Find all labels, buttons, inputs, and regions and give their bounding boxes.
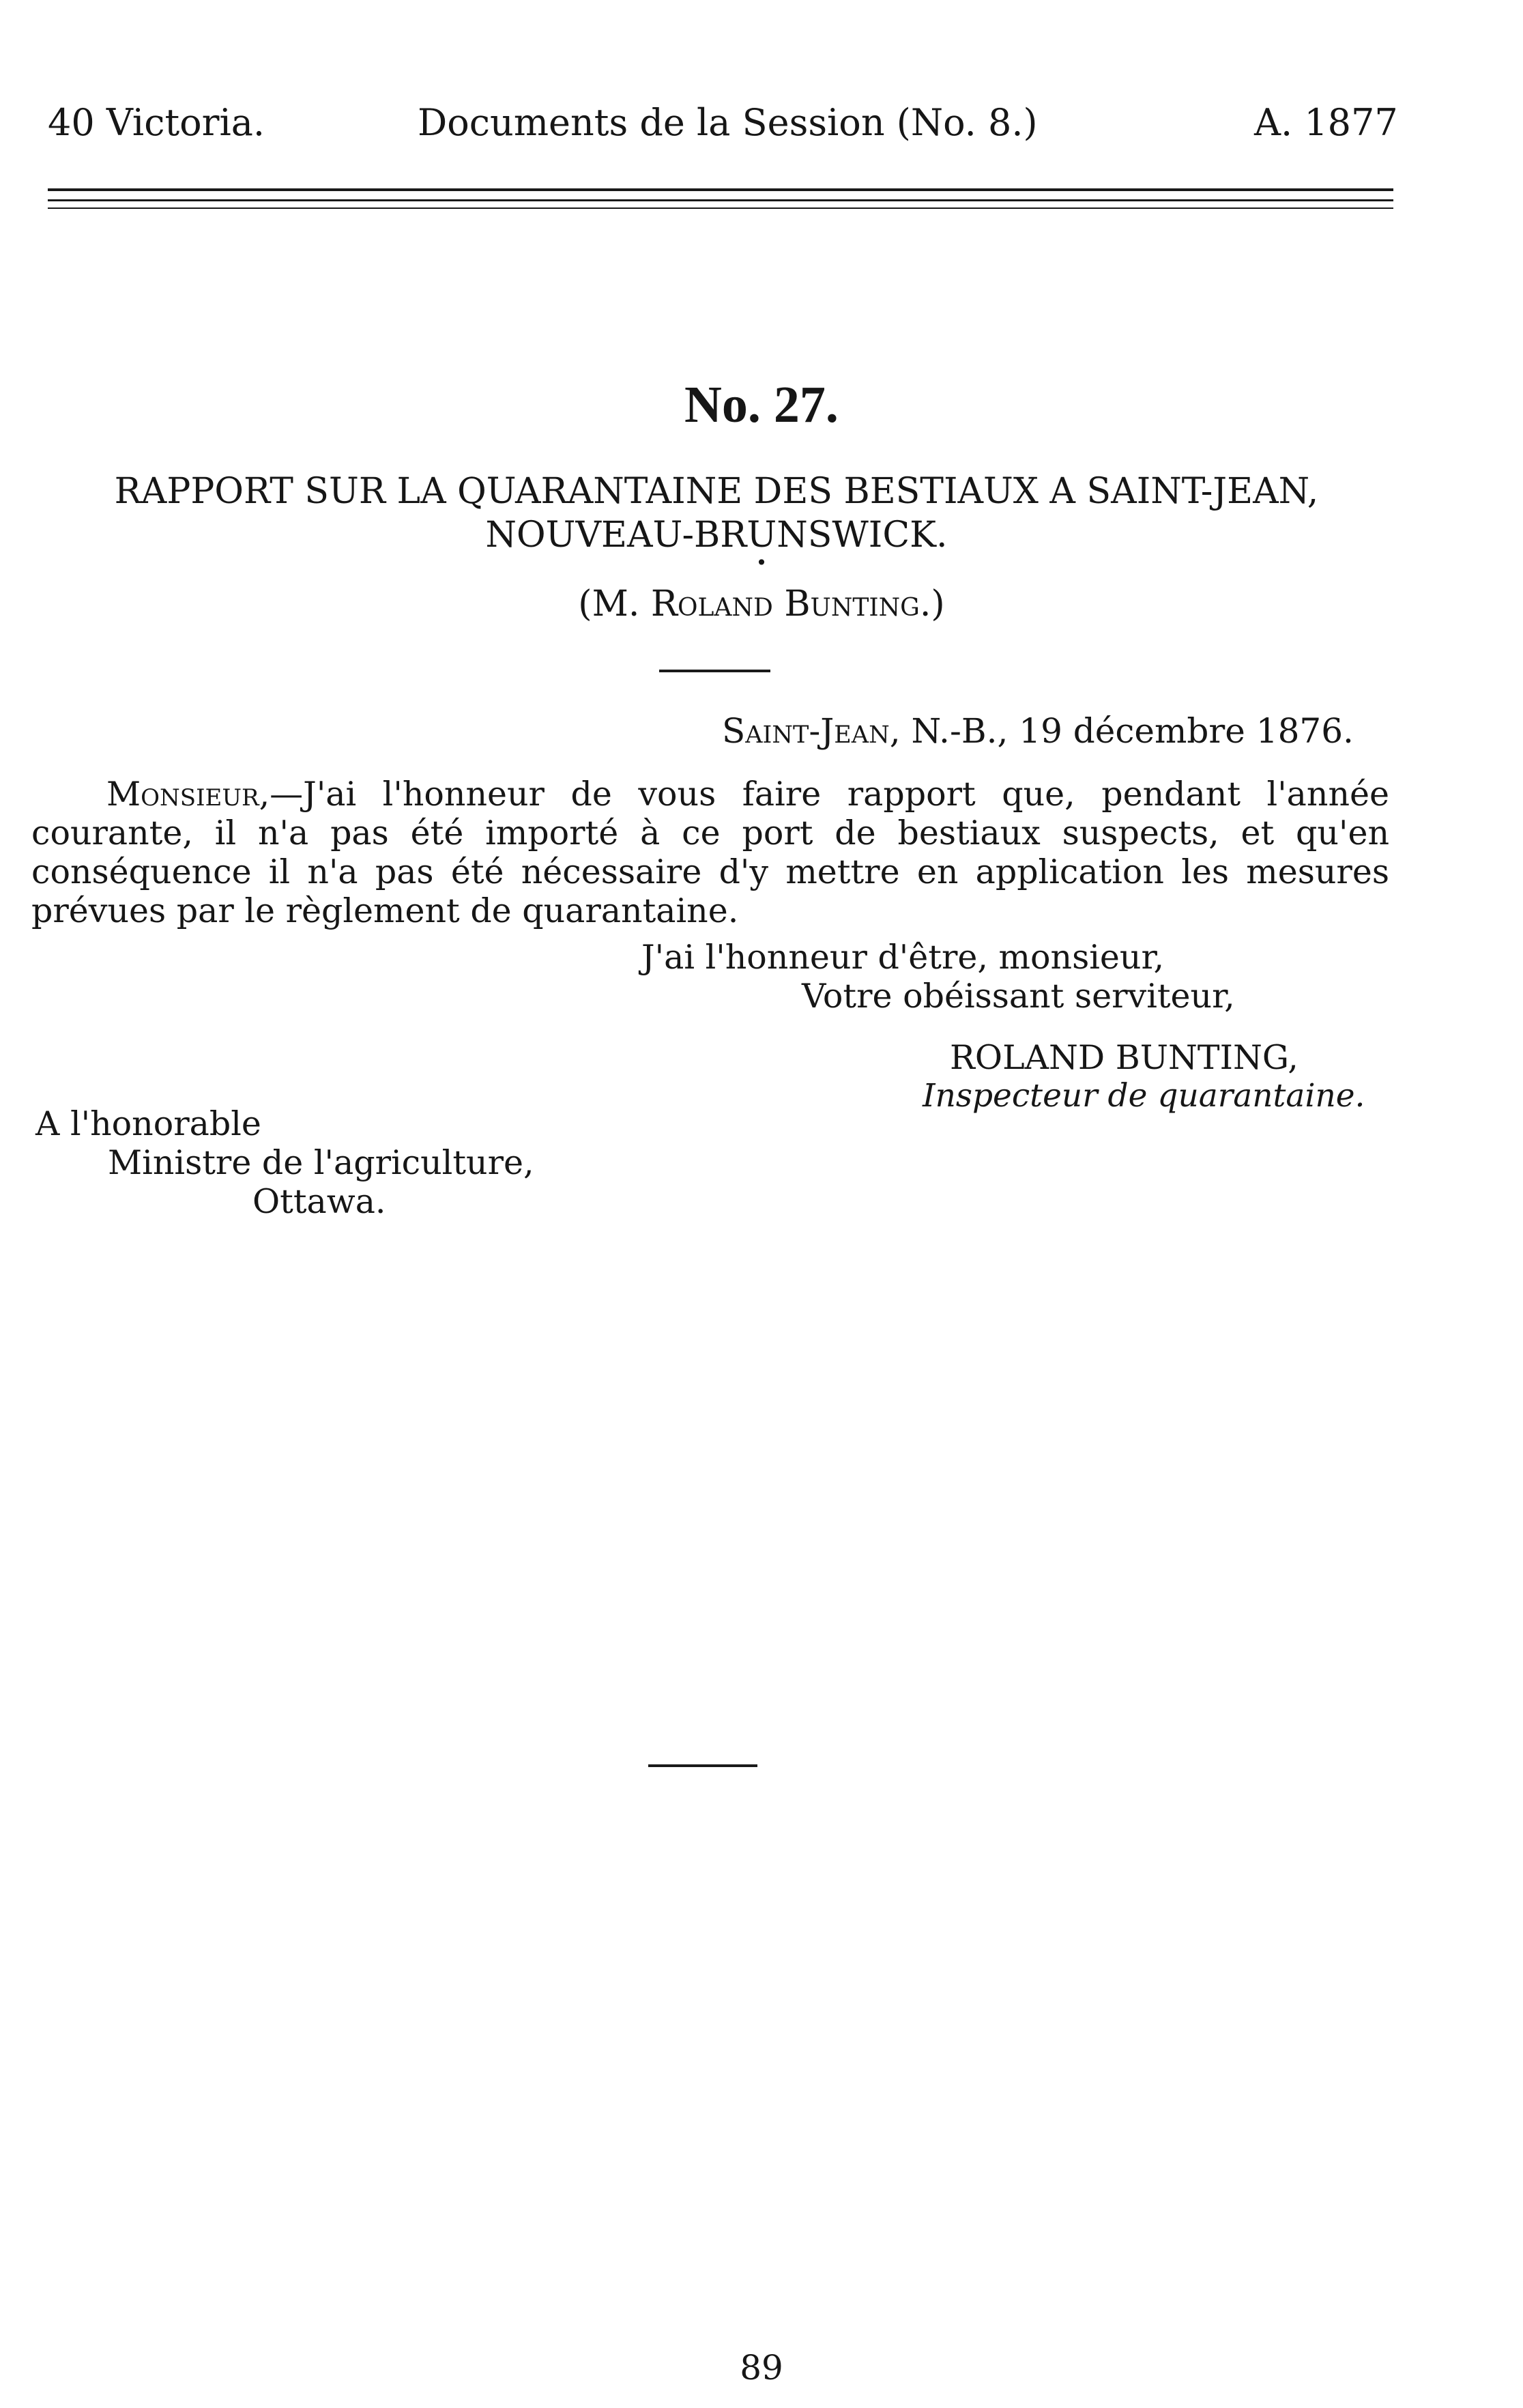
section-divider <box>659 670 770 672</box>
salutation: Monsieur <box>106 775 259 814</box>
author-name: Roland Bunting <box>650 584 920 625</box>
end-divider <box>648 1764 757 1767</box>
addressee-line: Ministre de l'agriculture, <box>108 1143 534 1182</box>
signature-name: ROLAND BUNTING, <box>950 1038 1299 1077</box>
addressee-line: A l'honorable <box>35 1104 261 1143</box>
header-rule <box>48 188 1393 191</box>
letter-body-text: ,—J'ai l'honneur de vous faire rapport que, pendant l'année courante, il n'a pas été importé à ce port de bestiaux suspects, et qu'en conséquence il n'a pas été nécessaire d'y mettre en application les mesures prévues par le règlement de quarantaine. <box>31 775 1389 930</box>
letter-body <box>31 775 1389 930</box>
header-rule <box>48 207 1393 209</box>
header-right-text: A. 1877 <box>1254 101 1398 144</box>
header-left-text: 40 Victoria. <box>48 101 265 144</box>
report-title-line: NOUVEAU-BRUNSWICK. <box>485 515 948 556</box>
dateline-rest: , N.-B., 19 décembre 1876. <box>889 711 1354 751</box>
report-title-line: RAPPORT SUR LA QUARANTAINE DES BESTIAUX A SAINT-JEAN, <box>114 471 1319 512</box>
page-number: 89 <box>740 2348 783 2388</box>
document-number: No. 27. <box>684 376 839 433</box>
author-close: .) <box>919 584 945 625</box>
author-line <box>0 584 1523 625</box>
header-center-text: Documents de la Session (No. 8.) <box>418 101 1038 144</box>
closing-line: J'ai l'honneur d'être, monsieur, <box>641 938 1165 977</box>
addressee-line: Ottawa. <box>252 1182 386 1221</box>
report-title <box>75 470 1358 557</box>
closing-line: Votre obéissant serviteur, <box>802 977 1235 1016</box>
signature-title: Inspecteur de quarantaine. <box>923 1077 1365 1115</box>
bullet-ornament: • <box>755 551 768 574</box>
dateline <box>722 711 1354 751</box>
dateline-place: Saint-Jean <box>722 711 890 751</box>
author-open: (M. <box>578 584 651 625</box>
header-rule <box>48 199 1393 201</box>
